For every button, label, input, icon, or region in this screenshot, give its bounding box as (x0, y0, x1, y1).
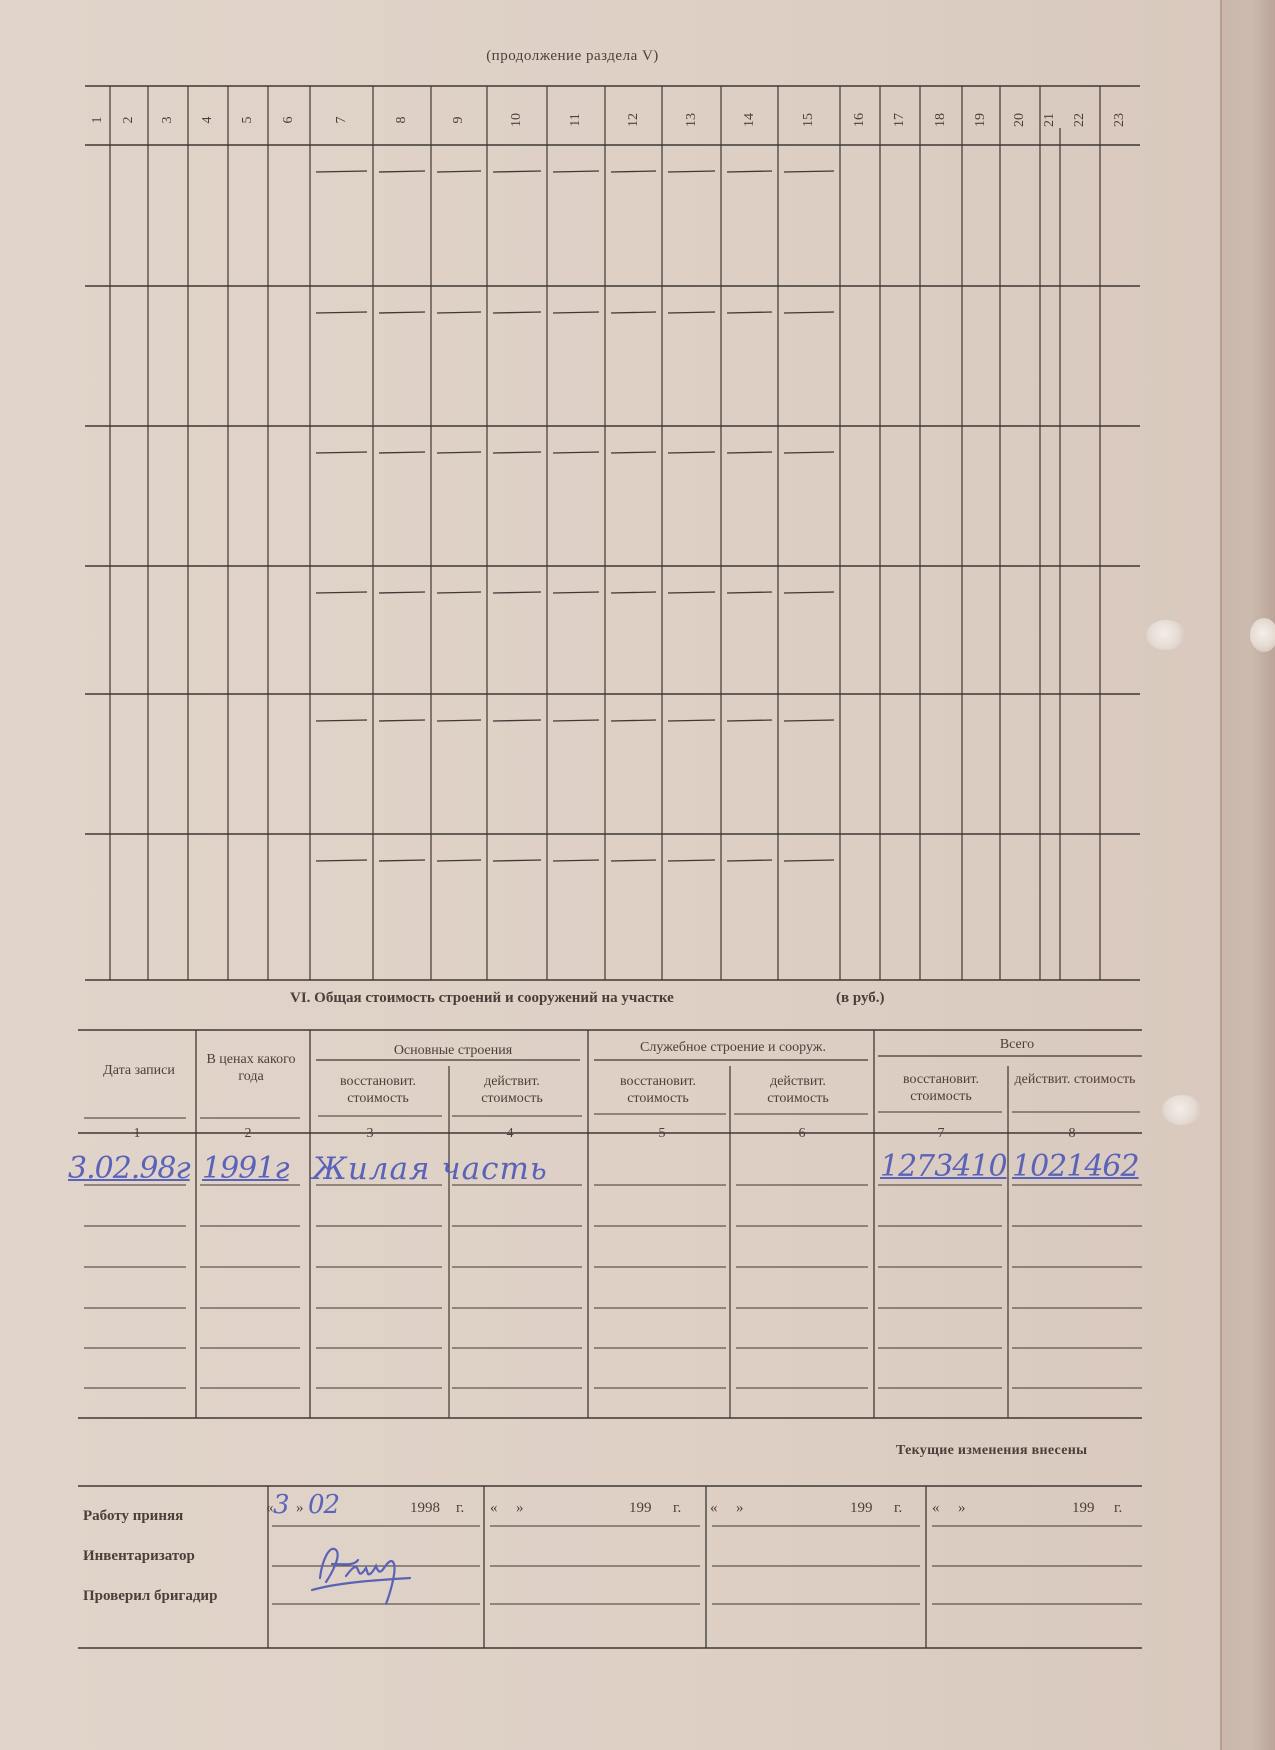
grid-entry-dash (379, 452, 425, 453)
section-v-column-number: 3 (160, 116, 175, 124)
slot3-quote-close: » (736, 1500, 744, 1516)
grid-entry-dash (784, 592, 834, 593)
section-vi-title: VI. Общая стоимость строений и сооружений на участке (290, 990, 674, 1006)
grid-entry-dash (784, 312, 834, 313)
grid-entry-dash (437, 720, 481, 721)
grid-entry-dash (727, 720, 772, 721)
section-vi-unit: (в руб.) (836, 990, 885, 1006)
section-v-column-number: 4 (200, 116, 215, 124)
grid-entry-dash (379, 592, 425, 593)
vi-col-number: 7 (937, 1126, 945, 1141)
grid-entry-dash (316, 452, 367, 453)
slot1-quote-close: » (296, 1500, 304, 1516)
grid-entry-dash (668, 592, 715, 593)
vi-col-number: 6 (798, 1126, 806, 1141)
continuation-caption: (продолжение раздела V) (486, 48, 659, 64)
section-v-column-number: 23 (1112, 113, 1127, 127)
grid-entry-dash (493, 860, 541, 861)
grid-entry-dash (379, 312, 425, 313)
grid-entry-dash (784, 171, 834, 172)
section-v-column-number: 9 (451, 116, 466, 124)
handwritten-month: 02 (308, 1490, 340, 1520)
slot3-year-suffix: г. (894, 1500, 903, 1516)
slot4-quote-close: » (958, 1500, 966, 1516)
grid-entry-dash (379, 720, 425, 721)
grid-entry-dash (493, 720, 541, 721)
grid-entry-dash (553, 592, 599, 593)
grid-entry-dash (316, 592, 367, 593)
header-service-restore: восстановит. стоимость (620, 1074, 696, 1106)
changes-note: Текущие изменения внесены (896, 1443, 1088, 1458)
grid-entry-dash (668, 720, 715, 721)
slot4-year-suffix: г. (1114, 1500, 1123, 1516)
grid-entry-dash (668, 312, 715, 313)
handwritten-year: 1991г (202, 1151, 289, 1186)
grid-entry-dash (437, 312, 481, 313)
section-v-column-number: 6 (281, 116, 296, 124)
vi-col-number: 3 (366, 1126, 374, 1141)
grid-entry-dash (437, 860, 481, 861)
inventor-label: Инвентаризатор (83, 1548, 195, 1564)
section-v-column-number: 7 (333, 116, 349, 124)
header-main-buildings: Основные строения (393, 1043, 513, 1058)
grid-entry-dash (316, 720, 367, 721)
slot2-year-suffix: г. (673, 1500, 682, 1516)
grid-entry-dash (727, 860, 772, 861)
grid-entry-dash (611, 312, 656, 313)
section-v-column-number: 8 (394, 116, 409, 124)
slot4-year: 199 (1072, 1500, 1095, 1516)
accepted-label: Работу приняя (83, 1508, 184, 1524)
header-date: Дата записи (103, 1063, 175, 1078)
section-v-column-number: 11 (568, 113, 583, 127)
grid-entry-dash (611, 452, 656, 453)
grid-entry-dash (668, 171, 715, 172)
grid-entry-dash (727, 312, 772, 313)
section-v-column-number: 2 (121, 116, 136, 124)
section-v-column-number: 12 (625, 113, 641, 127)
header-total: Всего (999, 1037, 1035, 1052)
grid-entry-dash (437, 452, 481, 453)
header-total-actual: действит. стоимость (1014, 1072, 1136, 1087)
grid-entry-dash (437, 592, 481, 593)
handwritten-total-actual: 1021462 (1012, 1149, 1139, 1184)
grid-entry-dash (316, 860, 367, 861)
header-service-buildings: Служебное строение и сооруж. (640, 1040, 826, 1055)
section-v-column-number: 20 (1012, 113, 1027, 127)
grid-entry-dash (611, 860, 656, 861)
section-v-column-number: 16 (852, 113, 867, 127)
handwritten-day: 3 (273, 1490, 289, 1520)
slot3-quote-open: « (710, 1500, 718, 1516)
section-v-column-number: 13 (683, 113, 699, 127)
grid-entry-dash (784, 720, 834, 721)
grid-entry-dash (553, 720, 599, 721)
grid-entry-dash (493, 452, 541, 453)
grid-entry-dash (437, 171, 481, 172)
grid-entry-dash (727, 171, 772, 172)
grid-entry-dash (316, 312, 367, 313)
section-v-column-number: 22 (1072, 113, 1087, 127)
grid-entry-dash (727, 592, 772, 593)
section-v-column-number: 10 (509, 113, 524, 127)
slot1-year: 1998 (410, 1500, 440, 1516)
grid-entry-dash (553, 312, 599, 313)
grid-entry-dash (668, 452, 715, 453)
handwritten-note: Жилая часть (312, 1151, 548, 1187)
vi-col-number: 4 (506, 1126, 514, 1141)
handwritten-date: 3.02.98г (68, 1151, 190, 1186)
grid-entry-dash (553, 171, 599, 172)
header-total-restore: восстановит. стоимость (903, 1072, 979, 1104)
grid-entry-dash (493, 592, 541, 593)
vi-col-number: 8 (1068, 1126, 1076, 1141)
slot3-year: 199 (850, 1500, 873, 1516)
slot2-year: 199 (629, 1500, 652, 1516)
checked-label: Проверил бригадир (83, 1588, 218, 1604)
vi-col-number: 1 (133, 1126, 141, 1141)
grid-entry-dash (784, 452, 834, 453)
grid-entry-dash (553, 860, 599, 861)
section-v-column-number: 19 (973, 113, 988, 127)
grid-entry-dash (611, 592, 656, 593)
vi-col-number: 2 (244, 1126, 252, 1141)
grid-entry-dash (611, 720, 656, 721)
grid-entry-dash (553, 452, 599, 453)
header-main-restore: восстановит. стоимость (340, 1074, 416, 1106)
section-v-column-number: 1 (89, 116, 105, 124)
grid-entry-dash (379, 860, 425, 861)
grid-entry-dash (316, 171, 367, 172)
header-price-year: В ценах какого года (206, 1052, 296, 1084)
grid-entry-dash (668, 860, 715, 861)
grid-entry-dash (493, 171, 541, 172)
section-v-column-number: 17 (892, 113, 907, 127)
inventor-signature (300, 1530, 450, 1610)
grid-entry-dash (727, 452, 772, 453)
section-v-column-number: 21 (1042, 113, 1057, 127)
header-main-actual: действит. стоимость (481, 1074, 543, 1106)
slot1-quote-open: « (266, 1500, 274, 1516)
grid-entry-dash (379, 171, 425, 172)
section-v-column-number: 15 (801, 113, 816, 127)
handwritten-total-restore: 1273410 (880, 1149, 1007, 1184)
vi-col-number: 5 (658, 1126, 666, 1141)
header-service-actual: действит. стоимость (767, 1074, 829, 1106)
grid-entry-dash (493, 312, 541, 313)
slot4-quote-open: « (932, 1500, 940, 1516)
slot2-quote-open: « (490, 1500, 498, 1516)
grid-entry-dash (611, 171, 656, 172)
slot1-year-suffix: г. (456, 1500, 465, 1516)
section-v-column-number: 18 (933, 113, 948, 127)
section-v-column-number: 14 (741, 113, 757, 127)
slot2-quote-close: » (516, 1500, 524, 1516)
grid-entry-dash (784, 860, 834, 861)
section-v-column-number: 5 (240, 116, 255, 124)
